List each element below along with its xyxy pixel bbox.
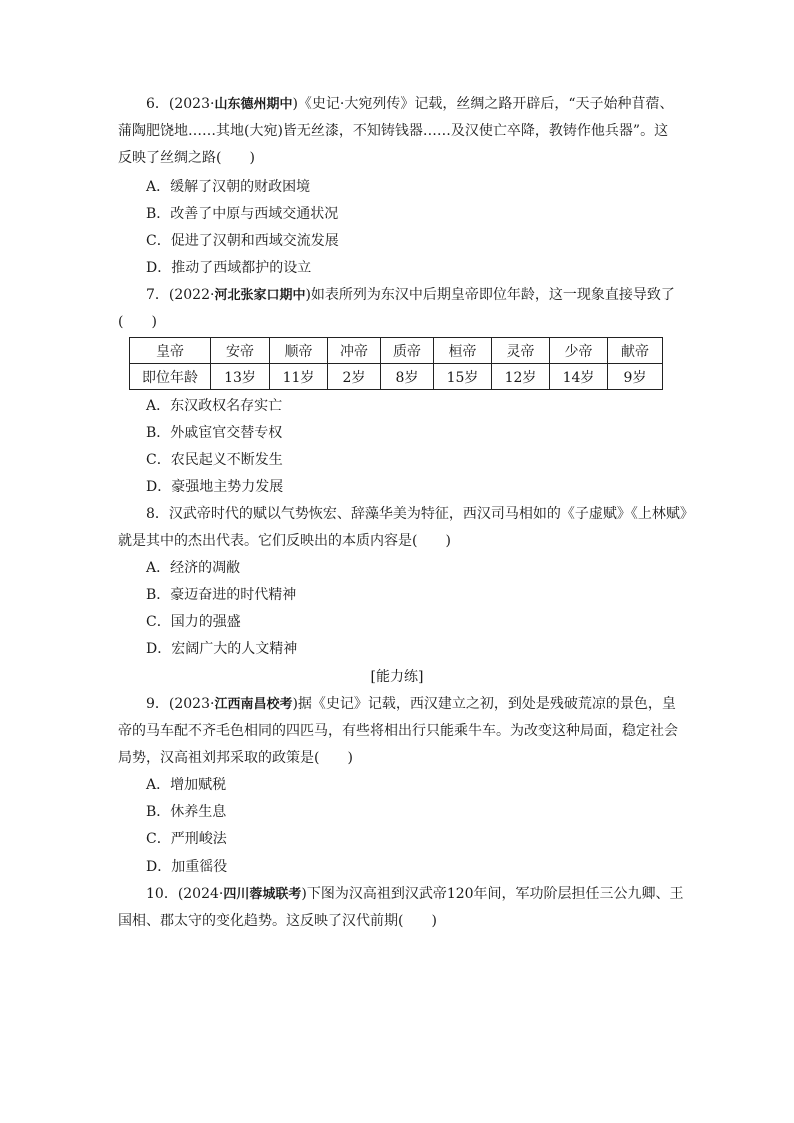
q9-option-c: C．严刑峻法 [146, 831, 227, 847]
table-cell: 2岁 [328, 364, 381, 390]
q10-source: 四川蓉城联考 [223, 887, 302, 902]
q9-option-a: A．增加赋税 [146, 777, 227, 793]
table-cell: 12岁 [492, 364, 550, 390]
q7-option-b: B．外戚宦官交替专权 [146, 425, 283, 441]
q8-option-c: C．国力的强盛 [146, 614, 241, 630]
table-cell: 少帝 [550, 338, 608, 364]
q8-line-2: 就是其中的杰出代表。它们反映出的本质内容是( ) [118, 533, 451, 549]
table-cell: 13岁 [211, 364, 270, 390]
q7-source: 河北张家口期中 [214, 288, 306, 303]
q6-option-b: B．改善了中原与西域交通状况 [146, 206, 339, 222]
q10-stem-start: )下图为汉高祖到汉武帝120年间，军功阶层担任三公九卿、王 [301, 886, 684, 902]
table-cell: 14岁 [550, 364, 608, 390]
q10-line-1 [146, 884, 684, 905]
q7-line-1 [146, 285, 675, 306]
q9-number: 9．(2023· [146, 696, 215, 712]
q6-option-c: C．促进了汉朝和西域交流发展 [146, 233, 339, 249]
q7-line-2: ( ) [118, 314, 157, 330]
q6-option-a: A．缓解了汉朝的财政困境 [146, 179, 311, 195]
table-cell: 安帝 [211, 338, 270, 364]
table-cell: 冲帝 [328, 338, 381, 364]
q8-line-1: 8．汉武帝时代的赋以气势恢宏、辞藻华美为特征，西汉司马相如的《子虚赋》《上林赋》 [146, 506, 694, 522]
table-cell: 灵帝 [492, 338, 550, 364]
q7-option-c: C．农民起义不断发生 [146, 452, 283, 468]
table-cell: 即位年龄 [130, 364, 211, 390]
table-cell: 质帝 [381, 338, 434, 364]
table-cell: 8岁 [381, 364, 434, 390]
q9-line-2: 帝的马车配不齐毛色相同的四匹马，有些将相出行只能乘牛车。为改变这种局面，稳定社会 [118, 723, 678, 739]
table-cell: 皇帝 [130, 338, 211, 364]
q6-line-1 [146, 94, 674, 115]
q6-line-2: 蒲陶肥饶地……其地(大宛)皆无丝漆，不知铸钱器……及汉使亡卒降，教铸作他兵器”。这 [118, 123, 669, 139]
q9-option-b: B．休养生息 [146, 804, 227, 820]
q10-number: 10．(2024· [146, 886, 224, 902]
section-heading: [能力练] [370, 669, 424, 685]
table-cell: 顺帝 [270, 338, 328, 364]
table-cell: 15岁 [434, 364, 492, 390]
table-row-emperor [130, 338, 663, 364]
q10-line-2: 国相、郡太守的变化趋势。这反映了汉代前期( ) [118, 913, 437, 929]
q8-option-b: B．豪迈奋进的时代精神 [146, 587, 297, 603]
q7-option-d: D．豪强地主势力发展 [146, 479, 284, 495]
table-cell: 11岁 [270, 364, 328, 390]
emperor-age-table [129, 337, 663, 390]
table-cell: 献帝 [608, 338, 663, 364]
q6-number: 6．(2023· [146, 96, 215, 112]
q7-stem-start: )如表所列为东汉中后期皇帝即位年龄，这一现象直接导致了 [305, 287, 675, 303]
q8-option-d: D．宏阔广大的人文精神 [146, 641, 298, 657]
q9-line-3: 局势，汉高祖刘邦采取的政策是( ) [118, 750, 353, 766]
table-cell: 9岁 [608, 364, 663, 390]
q6-line-3: 反映了丝绸之路( ) [118, 150, 255, 166]
q9-stem-start: )据《史记》记载，西汉建立之初，到处是残破荒凉的景色，皇 [292, 696, 676, 712]
q7-option-a: A．东汉政权名存实亡 [146, 398, 283, 414]
q9-source: 江西南昌校考 [214, 697, 293, 712]
q9-line-1 [146, 694, 676, 715]
q8-option-a: A．经济的凋敝 [146, 560, 241, 576]
q6-option-d: D．推动了西域都护的设立 [146, 260, 312, 276]
q6-stem-start: )《史记·大宛列传》记载，丝绸之路开辟后，“天子始种苜蓿、 [292, 96, 674, 112]
table-cell: 桓帝 [434, 338, 492, 364]
q9-option-d: D．加重徭役 [146, 859, 228, 875]
q6-source: 山东德州期中 [214, 97, 293, 112]
q7-number: 7．(2022· [146, 287, 215, 303]
table-row-age [130, 364, 663, 390]
